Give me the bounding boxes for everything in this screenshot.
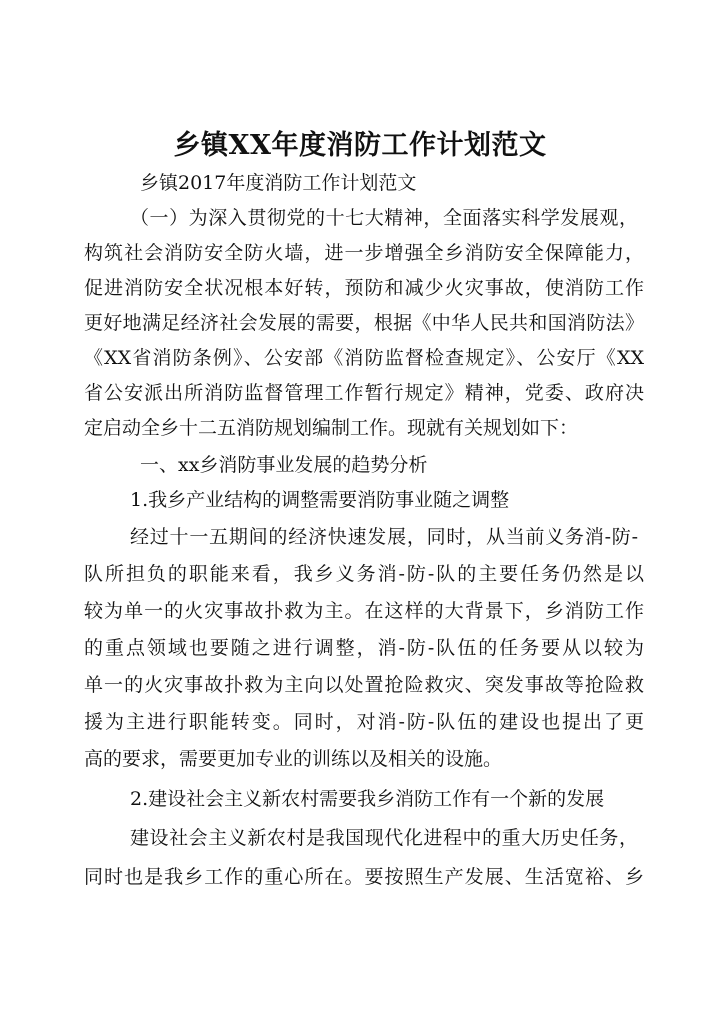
subtitle-line: 乡镇2017年度消防工作计划范文 xyxy=(140,172,417,194)
paragraph-line: （一）为深入贯彻党的十七大精神，全面落实科学发展观， xyxy=(130,207,638,229)
paragraph-line: 援为主进行职能转变。同时，对消-防-队伍的建设也提出了更 xyxy=(84,711,644,733)
paragraph-line: 同时也是我乡工作的重心所在。要按照生产发展、生活宽裕、乡 xyxy=(84,866,644,888)
paragraph-line: 定启动全乡十二五消防规划编制工作。现就有关规划如下： xyxy=(84,417,579,439)
paragraph-line: 队所担负的职能来看，我乡义务消-防-队的主要任务仍然是以 xyxy=(84,563,644,585)
subsection-heading: 2.建设社会主义新农村需要我乡消防工作有一个新的发展 xyxy=(130,788,605,810)
paragraph-line: 的重点领域也要随之进行调整，消-防-队伍的任务要从以较为 xyxy=(84,637,644,659)
paragraph-line: 单一的火灾事故扑救为主向以处置抢险救灾、突发事故等抢险救 xyxy=(84,674,644,696)
paragraph-line: 《XX省消防条例》、公安部《消防监督检查规定》、公安厅《XX xyxy=(84,347,644,369)
paragraph-line: 经过十一五期间的经济快速发展，同时，从当前义务消-防- xyxy=(130,526,638,548)
paragraph-line: 建设社会主义新农村是我国现代化进程中的重大历史任务， xyxy=(130,827,638,849)
section-heading: 一、xx乡消防事业发展的趋势分析 xyxy=(140,454,428,476)
paragraph-line: 促进消防安全状况根本好转，预防和减少火灾事故，使消防工作 xyxy=(84,277,644,299)
paragraph-line: 高的要求，需要更加专业的训练以及相关的设施。 xyxy=(84,748,503,770)
paragraph-line: 较为单一的火灾事故扑救为主。在这样的大背景下，乡消防工作 xyxy=(84,600,644,622)
document-title: 乡镇XX年度消防工作计划范文 xyxy=(173,130,547,161)
paragraph-line: 更好地满足经济社会发展的需要，根据《中华人民共和国消防法》 xyxy=(84,312,644,334)
paragraph-line: 构筑社会消防安全防火墙，进一步增强全乡消防安全保障能力， xyxy=(84,242,644,264)
paragraph-line: 省公安派出所消防监督管理工作暂行规定》精神，党委、政府决 xyxy=(84,382,644,404)
subsection-heading: 1.我乡产业结构的调整需要消防事业随之调整 xyxy=(130,489,510,511)
